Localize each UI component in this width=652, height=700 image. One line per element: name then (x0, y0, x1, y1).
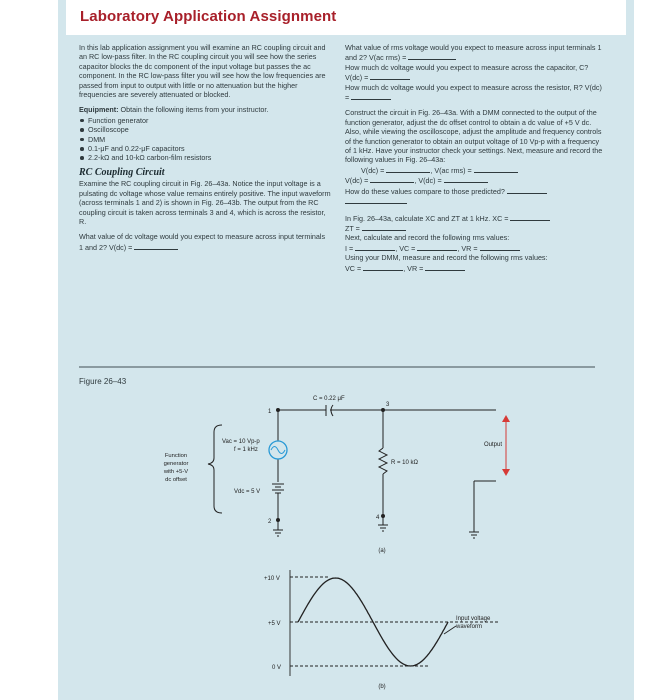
terminal-1-label: 1 (268, 409, 272, 415)
terminal-dot (381, 514, 385, 518)
vac-label: Vac = 10 Vp-p (222, 439, 260, 445)
measure-label: VC = (345, 263, 362, 273)
measure-label: , V(ac rms) = (430, 165, 472, 175)
output-arrow-icon (502, 415, 510, 476)
question-text: In Fig. 26–43a, calculate XC and ZT at 1 kHz. XC = (345, 213, 509, 223)
measure-label: , VC = (395, 243, 416, 253)
measure-label: V(dc) = (361, 165, 385, 175)
equipment-label: Equipment: (79, 105, 119, 115)
freq-label: f = 1 kHz (234, 447, 258, 453)
terminal-dot (381, 408, 385, 412)
axis-bottom-label: 0 V (272, 665, 282, 671)
list-item: Oscilloscope (79, 125, 331, 134)
sine-icon (271, 447, 285, 454)
question-text: ZT = (345, 223, 360, 233)
resistor-icon (379, 448, 387, 474)
section-paragraph: Examine the RC coupling circuit in Fig. 26–43a. Notice the input voltage is a pulsating dc voltage whose value remains entirely positive. The input waveform (across terminals 1 and 2) is shown in Fig. 26–43b. The output from the RC coupling circuit is taken across terminals 3 and 4, which is across the resistor, R. (79, 179, 331, 226)
resistor-label: R = 10 kΩ (391, 460, 418, 466)
dmm-text: Using your DMM, measure and record the following rms values: (345, 253, 548, 263)
section-heading: RC Coupling Circuit (79, 166, 165, 178)
question-text: What value of dc voltage would you expect to measure across input terminals 1 and 2? V(dc) = (79, 232, 326, 252)
question-text: How much dc voltage would you expect to measure across the resistor, R? V(dc) = (345, 82, 602, 103)
output-label: Output (484, 442, 503, 448)
figure-label: Figure 26–43 (79, 377, 127, 386)
page-title: Laboratory Application Assignment (80, 8, 337, 25)
question-text: How do these values compare to those predicted? (345, 186, 505, 196)
capacitor-label: C = 0.22 μF (313, 396, 345, 402)
terminal-2-label: 2 (268, 519, 272, 525)
list-item: Function generator (79, 116, 331, 125)
measure-label: , V(dc) = (414, 176, 442, 186)
waveform-label: Input voltage (456, 616, 491, 622)
measure-label: , VR = (457, 243, 478, 253)
generator-label: generator (163, 461, 189, 467)
list-item: 2.2-kΩ and 10-kΩ carbon-film resistors (79, 153, 331, 162)
axis-top-label: +10 V (264, 576, 280, 582)
waveform-label: waveform (456, 624, 483, 630)
measure-label: V(dc) = (345, 176, 369, 186)
terminal-dot (276, 518, 280, 522)
generator-label: Function (164, 453, 188, 459)
list-item: DMM (79, 135, 331, 144)
question-text: How much dc voltage would you expect to measure across the capacitor, C? V(dc) = (345, 62, 589, 83)
construct-paragraph: Construct the circuit in Fig. 26–43a. With a DMM connected to the output of the function generator, adjust the dc offset control to obtain a dc value of +5 V dc. Also, while viewing the oscilloscope, adjust the amplitude and frequency controls of the function generator to obtain an output voltage of 10 Vp-p with a frequency of 1 kHz. Have your instructor check your settings. Next, measure and record the following values in Fig. 26–43a: (345, 108, 603, 165)
terminal-3-label: 3 (386, 402, 390, 408)
axis-mid-label: +5 V (268, 621, 281, 627)
terminal-4-label: 4 (376, 515, 380, 521)
equipment-text: Obtain the following items from your instructor. (120, 105, 269, 115)
measure-label: I = (345, 243, 354, 253)
generator-brace (208, 425, 222, 513)
question-text: What value of rms voltage would you expect to measure across input terminals 1 and 2? V(ac rms) = (345, 43, 602, 63)
measure-label: , VR = (403, 263, 424, 273)
intro-paragraph: In this lab application assignment you will examine an RC coupling circuit and an RC low-pass filter. In the RC coupling circuit you will see how the series capacitor blocks the dc component of the input voltage but passes the ac component. In the RC low-pass filter you will see how the low frequencies are passed from input to output with little or no attenuation but the higher frequencies are severely attenuated or blocked. (79, 43, 326, 100)
part-a-label: (a) (378, 548, 386, 554)
part-b-label: (b) (378, 684, 386, 690)
calc-rms-text: Next, calculate and record the following rms values: (345, 233, 510, 243)
vdc-label: Vdc = 5 V (234, 489, 261, 495)
terminal-dot (276, 408, 280, 412)
generator-label: with +5-V (163, 469, 189, 475)
generator-label: dc offset (165, 477, 187, 483)
list-item: 0.1-μF and 0.22-μF capacitors (79, 144, 331, 153)
